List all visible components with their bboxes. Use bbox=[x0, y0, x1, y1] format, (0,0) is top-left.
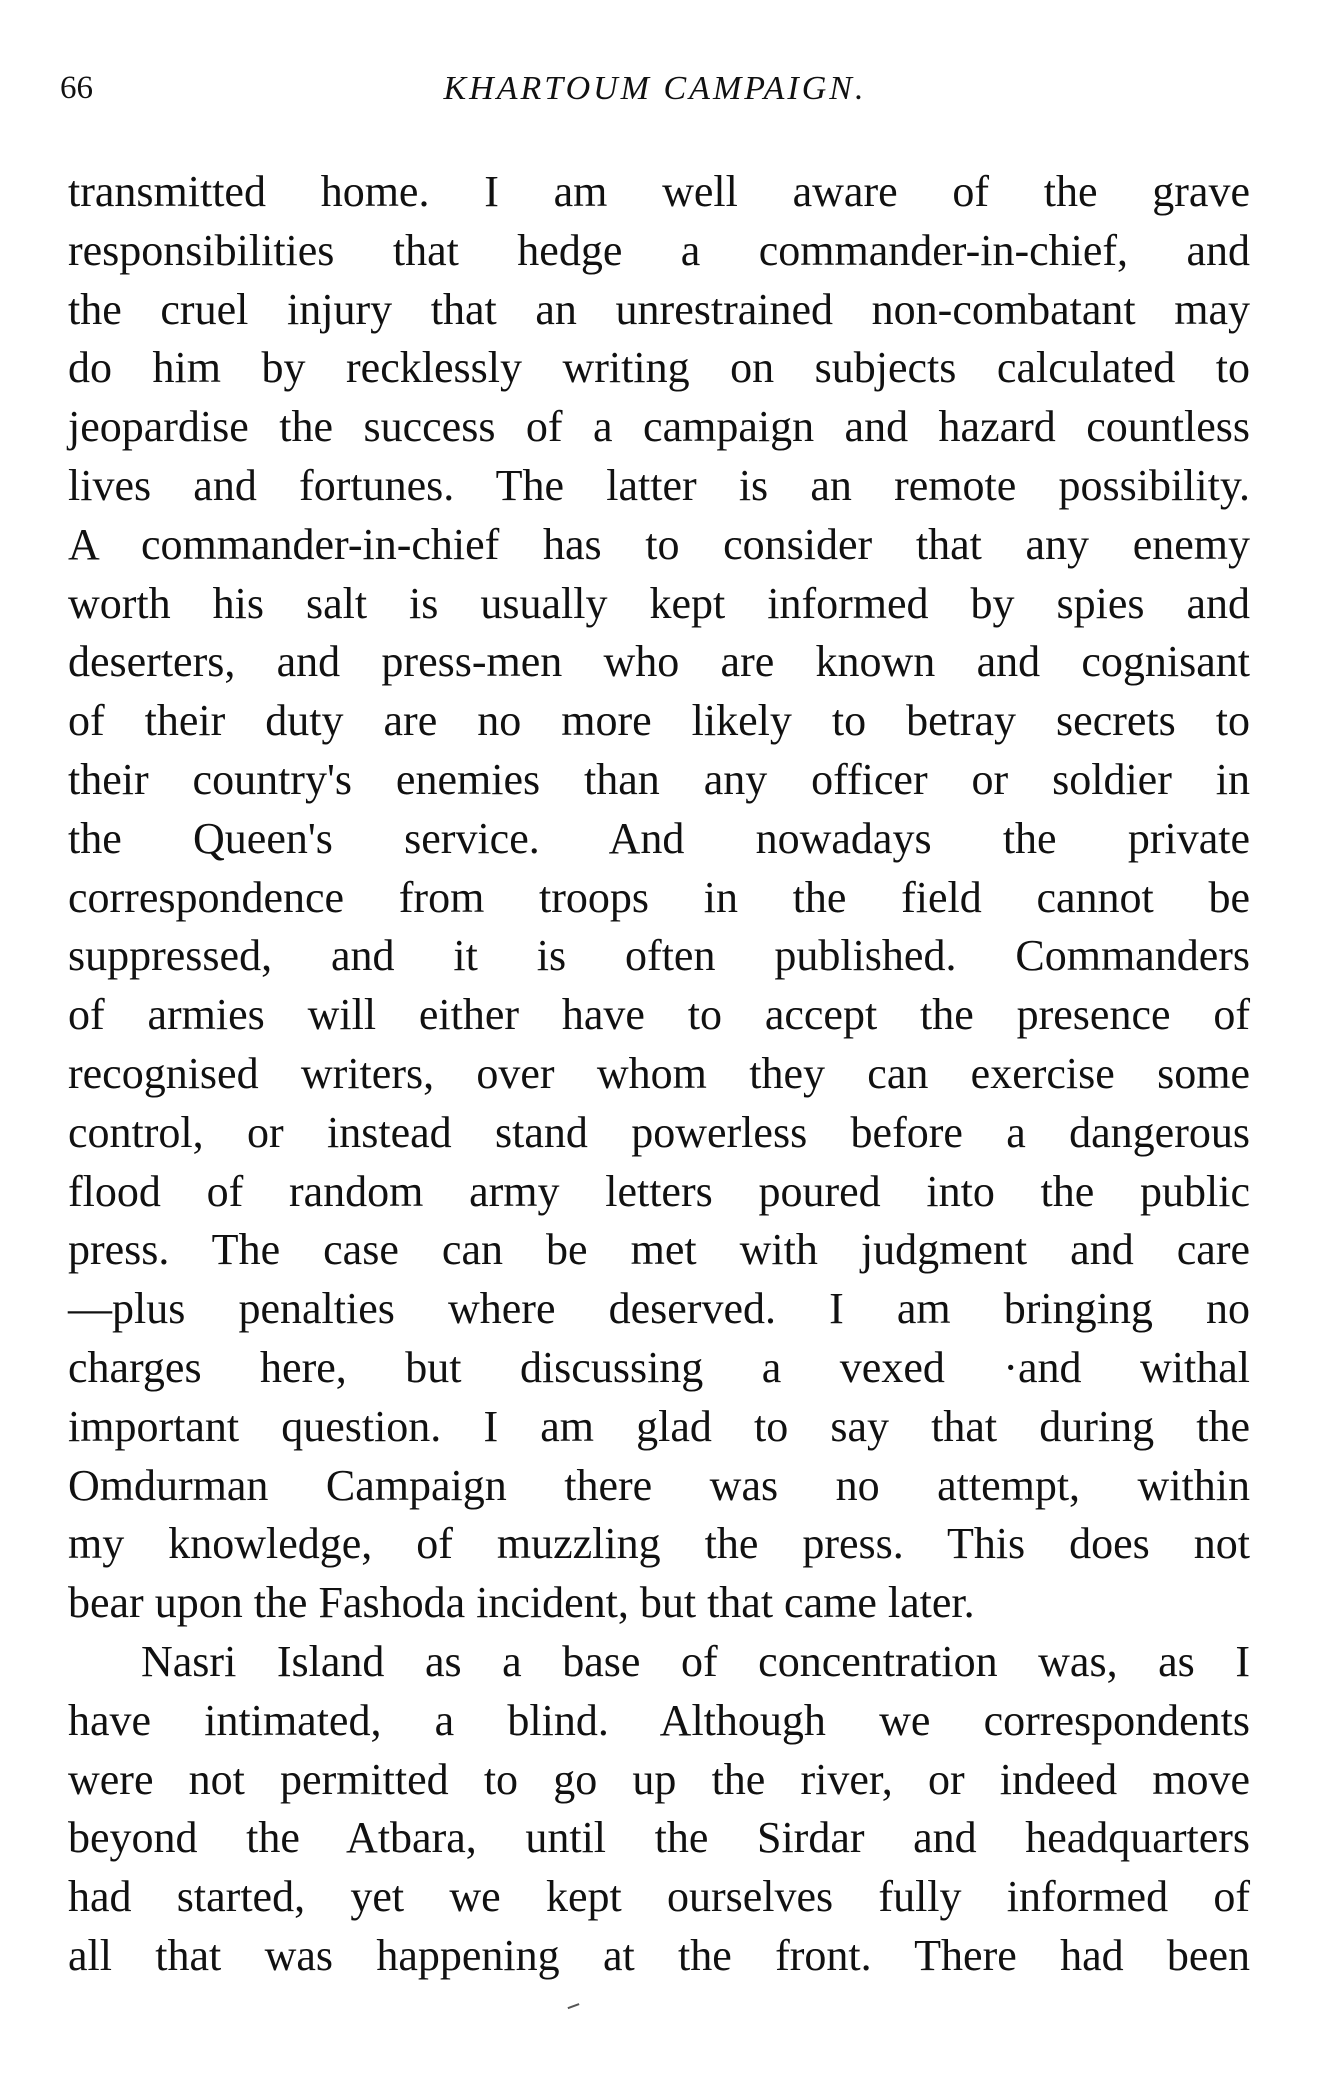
text-line: of armies will either have to accept the presence of bbox=[68, 990, 1250, 1040]
text-line: flood of random army letters poured into the public bbox=[68, 1166, 1250, 1216]
text-line: control, or instead stand powerless before a dangerous bbox=[68, 1107, 1250, 1157]
text-line: charges here, but discussing a vexed ·and withal bbox=[68, 1342, 1250, 1392]
text-line: lives and fortunes. The latter is an remote possibility. bbox=[68, 460, 1250, 510]
text-line: had started, yet we kept ourselves fully informed of bbox=[68, 1872, 1250, 1922]
text-line: bear upon the Fashoda incident, but that came later. bbox=[68, 1578, 975, 1628]
text-line: the cruel injury that an unrestrained non-combatant may bbox=[68, 284, 1250, 334]
text-line: Omdurman Campaign there was no attempt, within bbox=[68, 1460, 1250, 1510]
text-line: have intimated, a blind. Although we correspondents bbox=[68, 1695, 1250, 1745]
text-line: do him by recklessly writing on subjects calculated to bbox=[68, 343, 1250, 393]
text-line: of their duty are no more likely to betray secrets to bbox=[68, 696, 1250, 746]
text-line: suppressed, and it is often published. Commanders bbox=[68, 931, 1250, 981]
text-line: worth his salt is usually kept informed by spies and bbox=[68, 578, 1250, 628]
text-line: deserters, and press-men who are known and cognisant bbox=[68, 637, 1250, 687]
text-line: all that was happening at the front. There had been bbox=[68, 1930, 1250, 1980]
body-text bbox=[68, 163, 1250, 1986]
paragraph bbox=[68, 163, 1250, 1633]
text-line: the Queen's service. And nowadays the private bbox=[68, 813, 1250, 863]
page-header bbox=[60, 70, 1250, 120]
text-line: —plus penalties where deserved. I am bringing no bbox=[68, 1284, 1250, 1334]
text-line: Nasri Island as a base of concentration was, as I bbox=[141, 1636, 1250, 1686]
text-line: correspondence from troops in the field cannot be bbox=[68, 872, 1250, 922]
text-line: A commander-in-chief has to consider that any enemy bbox=[68, 519, 1250, 569]
text-line: beyond the Atbara, until the Sirdar and headquarters bbox=[68, 1813, 1250, 1863]
text-line: important question. I am glad to say that during the bbox=[68, 1401, 1250, 1451]
text-line: were not permitted to go up the river, or indeed move bbox=[68, 1754, 1250, 1804]
text-line: jeopardise the success of a campaign and hazard countless bbox=[68, 402, 1250, 452]
text-line: their country's enemies than any officer or soldier in bbox=[68, 754, 1250, 804]
text-line: my knowledge, of muzzling the press. This does not bbox=[68, 1519, 1250, 1569]
text-line: recognised writers, over whom they can exercise some bbox=[68, 1048, 1250, 1098]
page-number: 66 bbox=[60, 70, 93, 106]
text-line: responsibilities that hedge a commander-in-chief, and bbox=[68, 225, 1250, 275]
text-line: press. The case can be met with judgment and care bbox=[68, 1225, 1250, 1275]
print-mark bbox=[568, 2003, 581, 2012]
paragraph bbox=[68, 1633, 1250, 1986]
text-line: transmitted home. I am well aware of the grave bbox=[68, 167, 1250, 216]
running-head: KHARTOUM CAMPAIGN. bbox=[443, 70, 867, 107]
